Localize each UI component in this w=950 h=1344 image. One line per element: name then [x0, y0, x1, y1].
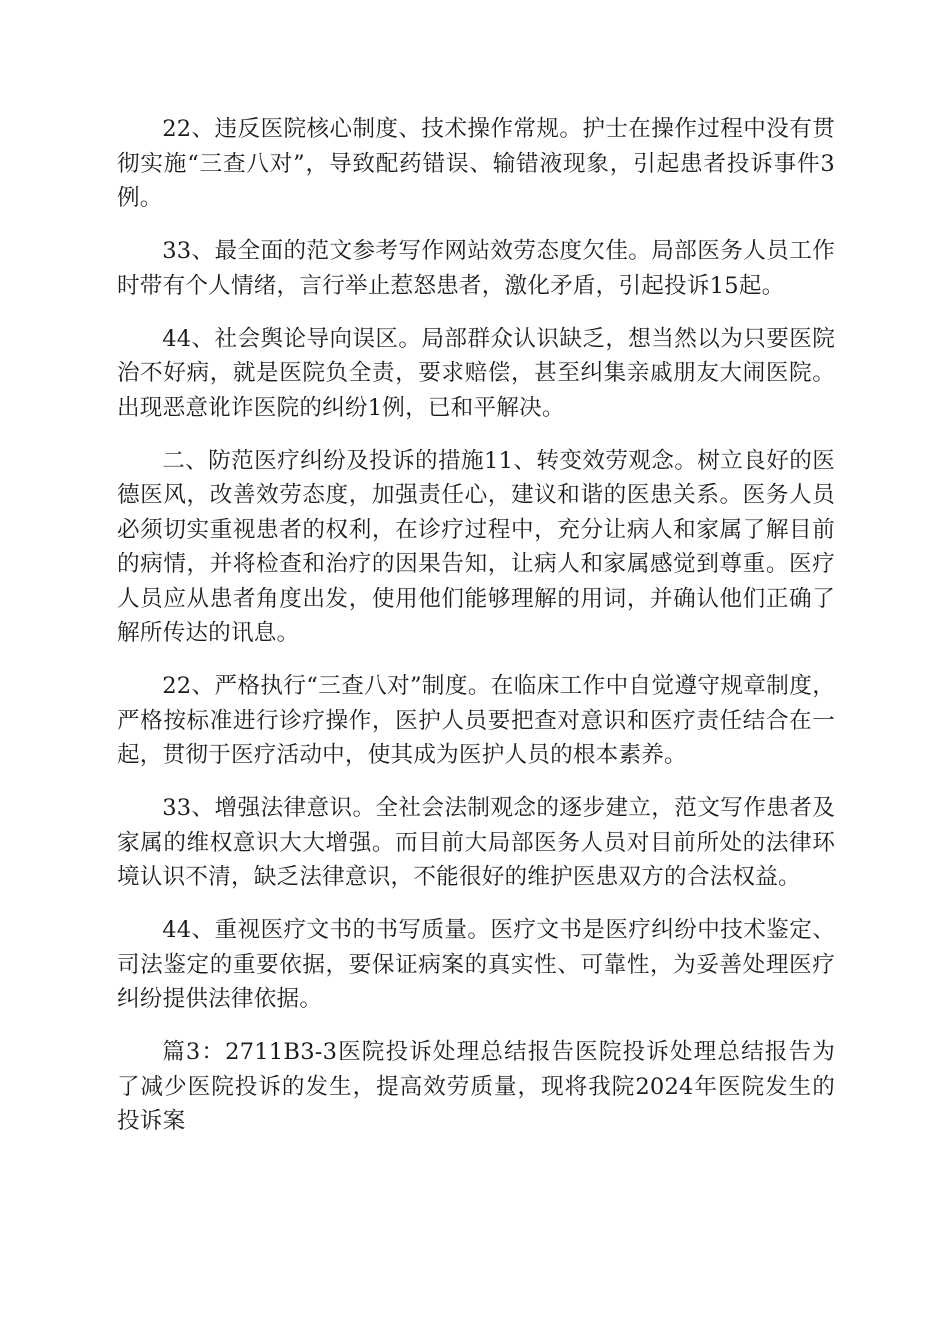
- document-body: [117, 112, 835, 1157]
- paragraph-strict-checking: 22、严格执行“三查八对”制度。在临床工作中自觉遵守规章制度，严格按标准进行诊疗操作，医护人员要把查对意识和医疗责任结合在一起，贯彻于医疗活动中，使其成为医护人员的根本素养。: [117, 673, 835, 768]
- paragraph-service-attitude: 33、最全面的范文参考写作网站效劳态度欠佳。局部医务人员工作时带有个人情绪，言行举止惹怒患者，激化矛盾，引起投诉15起。: [117, 238, 835, 299]
- paragraph-prevention-measures: 二、防范医疗纠纷及投诉的措施11、转变效劳观念。树立良好的医德医风，改善效劳态度，加强责任心，建议和谐的医患关系。医务人员必须切实重视患者的权利，在诊疗过程中，充分让病人和家属了解目前的病情，并将检查和治疗的因果告知，让病人和家属感觉到尊重。医疗人员应从患者角度出发，使用他们能够理解的用词，并确认他们正确了解所传达的讯息。: [117, 447, 835, 646]
- paragraph-medical-records: 44、重视医疗文书的书写质量。医疗文书是医疗纠纷中技术鉴定、司法鉴定的重要依据，要保证病案的真实性、可靠性，为妥善处理医疗纠纷提供法律依据。: [117, 917, 835, 1012]
- paragraph-public-opinion: 44、社会舆论导向误区。局部群众认识缺乏，想当然以为只要医院治不好病，就是医院负全责，要求赔偿，甚至纠集亲戚朋友大闹医院。出现恶意讹诈医院的纠纷1例，已和平解决。: [117, 325, 835, 421]
- paragraph-legal-awareness: 33、增强法律意识。全社会法制观念的逐步建立，范文写作患者及家属的维权意识大大增强。而目前大局部医务人员对目前所处的法律环境认识不清，缺乏法律意识，不能很好的维护医患双方的合法权益。: [117, 795, 835, 890]
- paragraph-violation-core-rules: 22、违反医院核心制度、技术操作常规。护士在操作过程中没有贯彻实施“三查八对”，导致配药错误、输错液现象，引起患者投诉事件3例。: [117, 116, 835, 211]
- paragraph-report-intro: 篇3：2711B3-3医院投诉处理总结报告医院投诉处理总结报告为了减少医院投诉的发生，提高效劳质量，现将我院2024年医院发生的投诉案: [117, 1039, 835, 1134]
